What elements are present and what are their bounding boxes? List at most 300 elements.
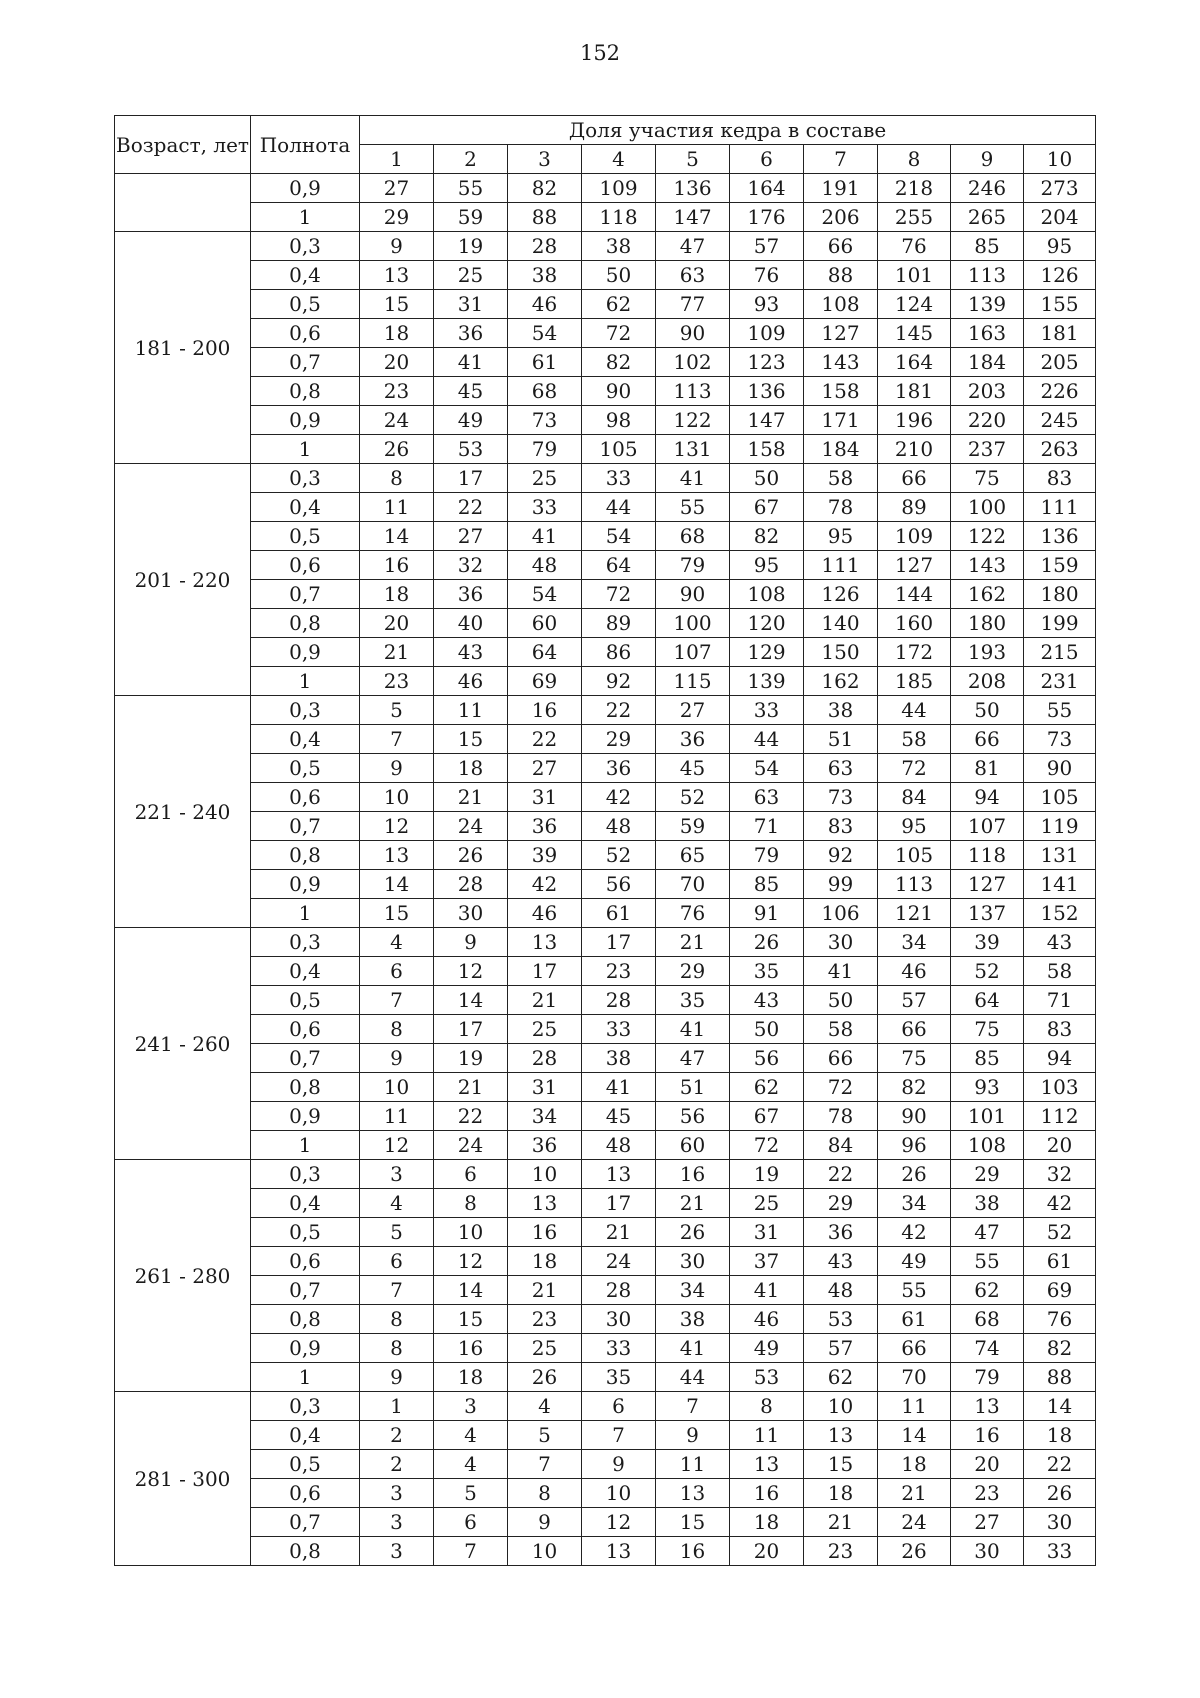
value-cell: 66 xyxy=(951,725,1024,754)
value-cell: 208 xyxy=(951,667,1024,696)
value-cell: 109 xyxy=(878,522,951,551)
value-cell: 68 xyxy=(656,522,730,551)
value-cell: 35 xyxy=(656,986,730,1015)
value-cell: 2 xyxy=(360,1450,434,1479)
value-cell: 21 xyxy=(656,928,730,957)
value-cell: 23 xyxy=(360,667,434,696)
fullness-cell: 0,5 xyxy=(251,290,360,319)
age-group-cell xyxy=(115,174,251,232)
value-cell: 52 xyxy=(582,841,656,870)
share-column-header: 3 xyxy=(508,145,582,174)
fullness-cell: 0,3 xyxy=(251,232,360,261)
value-cell: 61 xyxy=(582,899,656,928)
value-cell: 24 xyxy=(360,406,434,435)
value-cell: 9 xyxy=(582,1450,656,1479)
value-cell: 164 xyxy=(730,174,804,203)
value-cell: 89 xyxy=(582,609,656,638)
value-cell: 8 xyxy=(508,1479,582,1508)
value-cell: 96 xyxy=(878,1131,951,1160)
value-cell: 127 xyxy=(878,551,951,580)
value-cell: 33 xyxy=(582,1334,656,1363)
value-cell: 150 xyxy=(804,638,878,667)
value-cell: 14 xyxy=(360,522,434,551)
table-row xyxy=(115,1102,1096,1131)
value-cell: 50 xyxy=(951,696,1024,725)
value-cell: 122 xyxy=(951,522,1024,551)
value-cell: 46 xyxy=(508,290,582,319)
value-cell: 26 xyxy=(730,928,804,957)
value-cell: 162 xyxy=(951,580,1024,609)
value-cell: 121 xyxy=(878,899,951,928)
value-cell: 15 xyxy=(656,1508,730,1537)
value-cell: 33 xyxy=(582,1015,656,1044)
value-cell: 171 xyxy=(804,406,878,435)
value-cell: 72 xyxy=(582,580,656,609)
value-cell: 82 xyxy=(582,348,656,377)
table-row xyxy=(115,1508,1096,1537)
value-cell: 22 xyxy=(434,493,508,522)
value-cell: 111 xyxy=(804,551,878,580)
value-cell: 75 xyxy=(951,1015,1024,1044)
fullness-cell: 0,6 xyxy=(251,1247,360,1276)
value-cell: 196 xyxy=(878,406,951,435)
fullness-cell: 0,3 xyxy=(251,696,360,725)
value-cell: 29 xyxy=(804,1189,878,1218)
share-column-header: 5 xyxy=(656,145,730,174)
value-cell: 118 xyxy=(582,203,656,232)
value-cell: 172 xyxy=(878,638,951,667)
fullness-cell: 0,5 xyxy=(251,1218,360,1247)
value-cell: 9 xyxy=(656,1421,730,1450)
value-cell: 42 xyxy=(582,783,656,812)
value-cell: 18 xyxy=(360,319,434,348)
value-cell: 66 xyxy=(878,1334,951,1363)
value-cell: 113 xyxy=(656,377,730,406)
value-cell: 3 xyxy=(360,1479,434,1508)
value-cell: 124 xyxy=(878,290,951,319)
value-cell: 6 xyxy=(434,1160,508,1189)
value-cell: 273 xyxy=(1024,174,1096,203)
value-cell: 20 xyxy=(730,1537,804,1566)
value-cell: 78 xyxy=(804,1102,878,1131)
value-cell: 49 xyxy=(878,1247,951,1276)
value-cell: 82 xyxy=(1024,1334,1096,1363)
fullness-cell: 0,8 xyxy=(251,609,360,638)
value-cell: 123 xyxy=(730,348,804,377)
value-cell: 79 xyxy=(656,551,730,580)
value-cell: 45 xyxy=(656,754,730,783)
value-cell: 70 xyxy=(878,1363,951,1392)
value-cell: 131 xyxy=(656,435,730,464)
value-cell: 43 xyxy=(1024,928,1096,957)
value-cell: 13 xyxy=(656,1479,730,1508)
table-row xyxy=(115,1218,1096,1247)
value-cell: 42 xyxy=(508,870,582,899)
value-cell: 34 xyxy=(878,928,951,957)
value-cell: 118 xyxy=(951,841,1024,870)
value-cell: 37 xyxy=(730,1247,804,1276)
value-cell: 78 xyxy=(804,493,878,522)
value-cell: 73 xyxy=(804,783,878,812)
value-cell: 56 xyxy=(582,870,656,899)
value-cell: 92 xyxy=(582,667,656,696)
value-cell: 98 xyxy=(582,406,656,435)
fullness-cell: 0,4 xyxy=(251,261,360,290)
value-cell: 29 xyxy=(582,725,656,754)
value-cell: 66 xyxy=(878,1015,951,1044)
value-cell: 140 xyxy=(804,609,878,638)
value-cell: 102 xyxy=(656,348,730,377)
value-cell: 25 xyxy=(508,1334,582,1363)
value-cell: 67 xyxy=(730,493,804,522)
value-cell: 40 xyxy=(434,609,508,638)
table-row xyxy=(115,580,1096,609)
value-cell: 30 xyxy=(582,1305,656,1334)
value-cell: 16 xyxy=(656,1160,730,1189)
value-cell: 36 xyxy=(508,812,582,841)
value-cell: 176 xyxy=(730,203,804,232)
table-row xyxy=(115,261,1096,290)
value-cell: 49 xyxy=(730,1334,804,1363)
value-cell: 66 xyxy=(804,232,878,261)
value-cell: 6 xyxy=(582,1392,656,1421)
value-cell: 12 xyxy=(434,1247,508,1276)
value-cell: 55 xyxy=(1024,696,1096,725)
age-group-cell: 281 - 300 xyxy=(115,1392,251,1566)
value-cell: 10 xyxy=(360,783,434,812)
value-cell: 163 xyxy=(951,319,1024,348)
share-column-header: 4 xyxy=(582,145,656,174)
value-cell: 7 xyxy=(360,725,434,754)
value-cell: 112 xyxy=(1024,1102,1096,1131)
value-cell: 34 xyxy=(656,1276,730,1305)
value-cell: 17 xyxy=(582,928,656,957)
value-cell: 158 xyxy=(730,435,804,464)
value-cell: 5 xyxy=(434,1479,508,1508)
value-cell: 36 xyxy=(434,580,508,609)
value-cell: 9 xyxy=(360,1363,434,1392)
value-cell: 7 xyxy=(360,986,434,1015)
table-row xyxy=(115,522,1096,551)
value-cell: 26 xyxy=(878,1537,951,1566)
value-cell: 193 xyxy=(951,638,1024,667)
value-cell: 20 xyxy=(360,609,434,638)
value-cell: 53 xyxy=(804,1305,878,1334)
value-cell: 103 xyxy=(1024,1073,1096,1102)
value-cell: 58 xyxy=(804,1015,878,1044)
value-cell: 181 xyxy=(1024,319,1096,348)
value-cell: 21 xyxy=(508,1276,582,1305)
value-cell: 7 xyxy=(656,1392,730,1421)
value-cell: 90 xyxy=(1024,754,1096,783)
value-cell: 158 xyxy=(804,377,878,406)
value-cell: 53 xyxy=(434,435,508,464)
value-cell: 22 xyxy=(1024,1450,1096,1479)
value-cell: 20 xyxy=(360,348,434,377)
value-cell: 27 xyxy=(434,522,508,551)
fullness-cell: 0,6 xyxy=(251,319,360,348)
value-cell: 44 xyxy=(582,493,656,522)
value-cell: 180 xyxy=(951,609,1024,638)
value-cell: 9 xyxy=(360,232,434,261)
value-cell: 52 xyxy=(656,783,730,812)
value-cell: 95 xyxy=(730,551,804,580)
value-cell: 8 xyxy=(434,1189,508,1218)
value-cell: 64 xyxy=(508,638,582,667)
value-cell: 10 xyxy=(508,1160,582,1189)
value-cell: 126 xyxy=(1024,261,1096,290)
value-cell: 109 xyxy=(582,174,656,203)
fullness-cell: 1 xyxy=(251,667,360,696)
value-cell: 31 xyxy=(508,1073,582,1102)
value-cell: 38 xyxy=(582,232,656,261)
value-cell: 35 xyxy=(730,957,804,986)
value-cell: 68 xyxy=(508,377,582,406)
value-cell: 109 xyxy=(730,319,804,348)
table-row xyxy=(115,1537,1096,1566)
value-cell: 88 xyxy=(804,261,878,290)
value-cell: 60 xyxy=(656,1131,730,1160)
value-cell: 100 xyxy=(951,493,1024,522)
value-cell: 204 xyxy=(1024,203,1096,232)
value-cell: 55 xyxy=(656,493,730,522)
value-cell: 152 xyxy=(1024,899,1096,928)
value-cell: 14 xyxy=(1024,1392,1096,1421)
value-cell: 13 xyxy=(508,928,582,957)
value-cell: 9 xyxy=(360,754,434,783)
value-cell: 64 xyxy=(951,986,1024,1015)
value-cell: 19 xyxy=(730,1160,804,1189)
value-cell: 61 xyxy=(878,1305,951,1334)
value-cell: 162 xyxy=(804,667,878,696)
value-cell: 145 xyxy=(878,319,951,348)
value-cell: 16 xyxy=(360,551,434,580)
value-cell: 13 xyxy=(582,1537,656,1566)
fullness-cell: 0,7 xyxy=(251,348,360,377)
value-cell: 26 xyxy=(656,1218,730,1247)
value-cell: 218 xyxy=(878,174,951,203)
value-cell: 22 xyxy=(508,725,582,754)
value-cell: 48 xyxy=(582,1131,656,1160)
table-row xyxy=(115,319,1096,348)
value-cell: 90 xyxy=(878,1102,951,1131)
value-cell: 44 xyxy=(730,725,804,754)
fullness-cell: 0,6 xyxy=(251,1015,360,1044)
value-cell: 105 xyxy=(1024,783,1096,812)
value-cell: 4 xyxy=(434,1421,508,1450)
value-cell: 14 xyxy=(434,986,508,1015)
value-cell: 46 xyxy=(878,957,951,986)
value-cell: 63 xyxy=(804,754,878,783)
value-cell: 75 xyxy=(951,464,1024,493)
value-cell: 8 xyxy=(360,1305,434,1334)
value-cell: 11 xyxy=(434,696,508,725)
value-cell: 245 xyxy=(1024,406,1096,435)
value-cell: 28 xyxy=(582,986,656,1015)
value-cell: 17 xyxy=(508,957,582,986)
fullness-cell: 0,9 xyxy=(251,870,360,899)
table-row xyxy=(115,783,1096,812)
header-row-top xyxy=(115,116,1096,145)
value-cell: 64 xyxy=(582,551,656,580)
value-cell: 93 xyxy=(730,290,804,319)
value-cell: 184 xyxy=(804,435,878,464)
fullness-cell: 0,6 xyxy=(251,1479,360,1508)
value-cell: 54 xyxy=(730,754,804,783)
value-cell: 13 xyxy=(951,1392,1024,1421)
value-cell: 113 xyxy=(878,870,951,899)
value-cell: 16 xyxy=(730,1479,804,1508)
value-cell: 6 xyxy=(434,1508,508,1537)
value-cell: 12 xyxy=(360,1131,434,1160)
value-cell: 59 xyxy=(656,812,730,841)
value-cell: 68 xyxy=(951,1305,1024,1334)
fullness-cell: 0,9 xyxy=(251,1334,360,1363)
value-cell: 57 xyxy=(878,986,951,1015)
value-cell: 5 xyxy=(360,1218,434,1247)
value-cell: 74 xyxy=(951,1334,1024,1363)
value-cell: 90 xyxy=(656,319,730,348)
value-cell: 33 xyxy=(508,493,582,522)
value-cell: 120 xyxy=(730,609,804,638)
value-cell: 185 xyxy=(878,667,951,696)
value-cell: 84 xyxy=(878,783,951,812)
value-cell: 17 xyxy=(582,1189,656,1218)
value-cell: 34 xyxy=(878,1189,951,1218)
value-cell: 89 xyxy=(878,493,951,522)
value-cell: 20 xyxy=(1024,1131,1096,1160)
fullness-cell: 0,7 xyxy=(251,1276,360,1305)
value-cell: 43 xyxy=(804,1247,878,1276)
value-cell: 8 xyxy=(360,1334,434,1363)
value-cell: 23 xyxy=(360,377,434,406)
value-cell: 81 xyxy=(951,754,1024,783)
value-cell: 237 xyxy=(951,435,1024,464)
table-row xyxy=(115,232,1096,261)
value-cell: 43 xyxy=(434,638,508,667)
value-cell: 101 xyxy=(878,261,951,290)
value-cell: 101 xyxy=(951,1102,1024,1131)
age-group-cell: 261 - 280 xyxy=(115,1160,251,1392)
value-cell: 72 xyxy=(804,1073,878,1102)
value-cell: 7 xyxy=(360,1276,434,1305)
share-column-header: 7 xyxy=(804,145,878,174)
value-cell: 51 xyxy=(804,725,878,754)
value-cell: 79 xyxy=(508,435,582,464)
value-cell: 17 xyxy=(434,464,508,493)
table-row xyxy=(115,406,1096,435)
value-cell: 35 xyxy=(582,1363,656,1392)
fullness-cell: 0,8 xyxy=(251,1073,360,1102)
value-cell: 265 xyxy=(951,203,1024,232)
age-group-cell: 241 - 260 xyxy=(115,928,251,1160)
value-cell: 11 xyxy=(656,1450,730,1479)
value-cell: 18 xyxy=(434,1363,508,1392)
value-cell: 13 xyxy=(730,1450,804,1479)
value-cell: 25 xyxy=(508,464,582,493)
value-cell: 31 xyxy=(730,1218,804,1247)
value-cell: 85 xyxy=(730,870,804,899)
value-cell: 107 xyxy=(656,638,730,667)
share-column-header: 1 xyxy=(360,145,434,174)
value-cell: 56 xyxy=(730,1044,804,1073)
value-cell: 59 xyxy=(434,203,508,232)
value-cell: 50 xyxy=(804,986,878,1015)
value-cell: 28 xyxy=(508,1044,582,1073)
value-cell: 27 xyxy=(656,696,730,725)
fullness-cell: 0,3 xyxy=(251,1392,360,1421)
value-cell: 4 xyxy=(360,928,434,957)
value-cell: 45 xyxy=(434,377,508,406)
value-cell: 55 xyxy=(434,174,508,203)
value-cell: 38 xyxy=(508,261,582,290)
fullness-cell: 0,7 xyxy=(251,1044,360,1073)
value-cell: 27 xyxy=(508,754,582,783)
value-cell: 38 xyxy=(804,696,878,725)
value-cell: 12 xyxy=(434,957,508,986)
value-cell: 66 xyxy=(804,1044,878,1073)
value-cell: 141 xyxy=(1024,870,1096,899)
fullness-cell: 0,9 xyxy=(251,174,360,203)
value-cell: 21 xyxy=(878,1479,951,1508)
value-cell: 106 xyxy=(804,899,878,928)
fullness-cell: 0,3 xyxy=(251,464,360,493)
table-row xyxy=(115,696,1096,725)
fullness-cell: 0,8 xyxy=(251,377,360,406)
value-cell: 137 xyxy=(951,899,1024,928)
value-cell: 184 xyxy=(951,348,1024,377)
value-cell: 33 xyxy=(730,696,804,725)
header-share: Доля участия кедра в составе xyxy=(360,116,1096,145)
value-cell: 46 xyxy=(730,1305,804,1334)
fullness-cell: 0,8 xyxy=(251,1537,360,1566)
table-row xyxy=(115,174,1096,203)
value-cell: 5 xyxy=(360,696,434,725)
value-cell: 127 xyxy=(951,870,1024,899)
fullness-cell: 0,6 xyxy=(251,783,360,812)
value-cell: 75 xyxy=(878,1044,951,1073)
value-cell: 18 xyxy=(878,1450,951,1479)
value-cell: 95 xyxy=(804,522,878,551)
value-cell: 76 xyxy=(1024,1305,1096,1334)
fullness-cell: 1 xyxy=(251,1363,360,1392)
value-cell: 62 xyxy=(582,290,656,319)
value-cell: 11 xyxy=(730,1421,804,1450)
value-cell: 44 xyxy=(878,696,951,725)
value-cell: 210 xyxy=(878,435,951,464)
value-cell: 30 xyxy=(804,928,878,957)
value-cell: 27 xyxy=(360,174,434,203)
value-cell: 32 xyxy=(1024,1160,1096,1189)
value-cell: 21 xyxy=(656,1189,730,1218)
value-cell: 18 xyxy=(804,1479,878,1508)
value-cell: 63 xyxy=(656,261,730,290)
value-cell: 139 xyxy=(730,667,804,696)
table-row xyxy=(115,986,1096,1015)
value-cell: 39 xyxy=(951,928,1024,957)
cedar-share-table xyxy=(114,115,1096,1566)
value-cell: 36 xyxy=(434,319,508,348)
value-cell: 18 xyxy=(360,580,434,609)
value-cell: 3 xyxy=(434,1392,508,1421)
value-cell: 46 xyxy=(508,899,582,928)
value-cell: 26 xyxy=(434,841,508,870)
value-cell: 47 xyxy=(656,232,730,261)
table-row xyxy=(115,1073,1096,1102)
fullness-cell: 0,3 xyxy=(251,928,360,957)
value-cell: 24 xyxy=(434,812,508,841)
value-cell: 52 xyxy=(1024,1218,1096,1247)
